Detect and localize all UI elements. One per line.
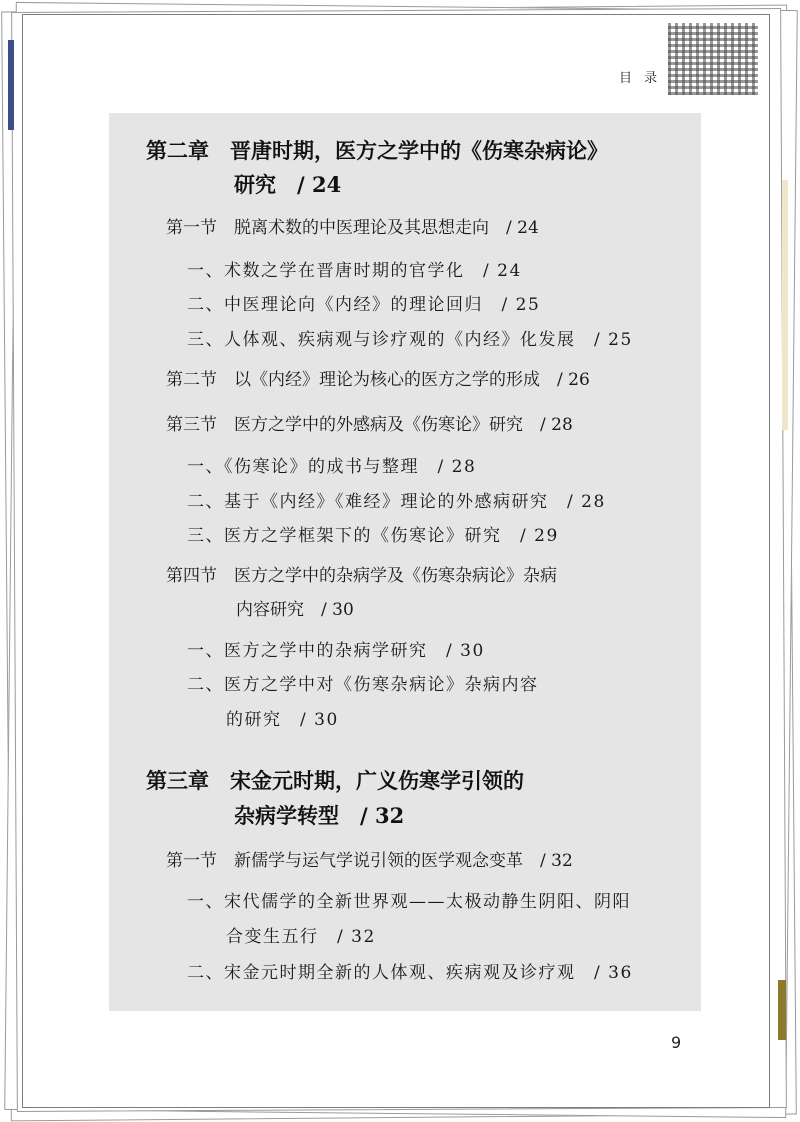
book-page (22, 14, 770, 1108)
subsection-entry: 一、医方之学中的杂病学研究 / 30 (187, 641, 485, 661)
chapter-heading-continued: 杂病学转型 / 32 (234, 803, 405, 828)
running-header: 目 录 (619, 71, 662, 86)
subsection-entry-continued: 的研究 / 30 (226, 710, 339, 730)
subsection-entry: 二、基于《内经》《难经》理论的外感病研究 / 28 (187, 492, 606, 512)
subsection-entry: 三、医方之学框架下的《伤寒论》研究 / 29 (187, 526, 559, 546)
page-number: 9 (671, 1033, 682, 1052)
subsection-entry: 三、人体观、疾病观与诊疗观的《内经》化发展 / 25 (187, 330, 633, 350)
chapter-heading-continued: 研究 / 24 (234, 172, 342, 197)
chapter-heading: 第二章 晋唐时期，医方之学中的《伤寒杂病论》 (146, 138, 608, 163)
toc-panel (109, 113, 701, 1011)
subsection-entry: 一、术数之学在晋唐时期的官学化 / 24 (187, 261, 522, 281)
section-entry: 第四节 医方之学中的杂病学及《伤寒杂病论》杂病 (166, 566, 557, 586)
subsection-entry: 二、宋金元时期全新的人体观、疾病观及诊疗观 / 36 (187, 963, 633, 983)
subsection-entry: 一、宋代儒学的全新世界观——太极动静生阴阳、阴阳 (187, 892, 631, 912)
section-entry: 第一节 脱离术数的中医理论及其思想走向 / 24 (166, 218, 539, 238)
qr-code-icon[interactable] (668, 23, 758, 95)
section-entry: 第三节 医方之学中的外感病及《伤寒论》研究 / 28 (166, 415, 573, 435)
subsection-entry: 二、医方之学中对《伤寒杂病论》杂病内容 (187, 675, 539, 695)
section-entry-continued: 内容研究 / 30 (236, 600, 354, 620)
subsection-entry: 二、中医理论向《内经》的理论回归 / 25 (187, 295, 541, 315)
subsection-entry-continued: 合变生五行 / 32 (226, 927, 376, 947)
section-entry: 第一节 新儒学与运气学说引领的医学观念变革 / 32 (166, 851, 573, 871)
section-entry: 第二节 以《内经》理论为核心的医方之学的形成 / 26 (166, 370, 590, 390)
subsection-entry: 一、《伤寒论》的成书与整理 / 28 (187, 457, 477, 477)
chapter-heading: 第三章 宋金元时期，广义伤寒学引领的 (146, 768, 524, 793)
